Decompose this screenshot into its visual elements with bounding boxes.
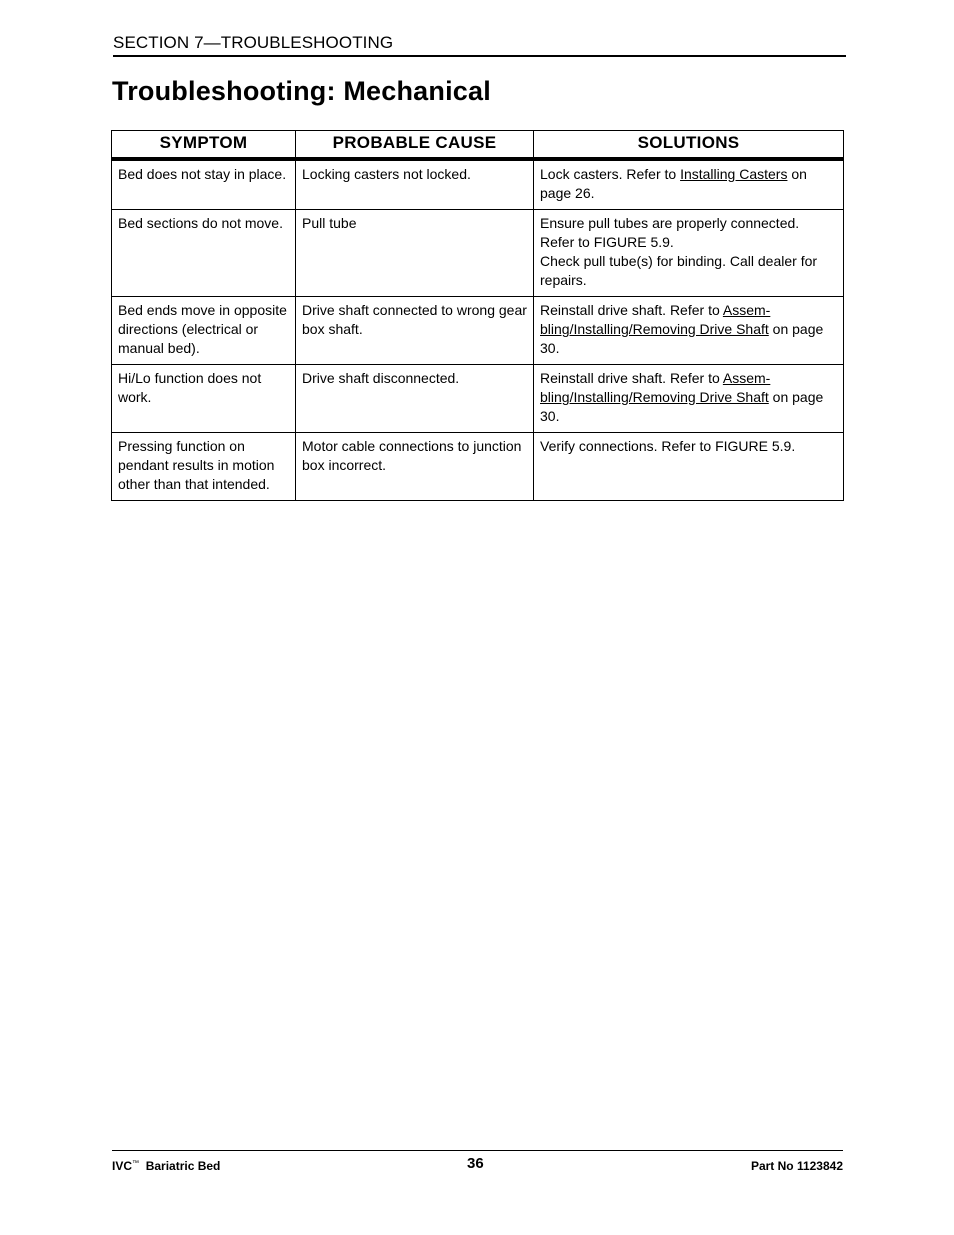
table-row (112, 210, 844, 297)
solution-text: Check pull tube(s) for binding. Call dealer for repairs. (540, 253, 818, 288)
cross-reference-link[interactable]: Assem- (722, 302, 771, 318)
solution-text: on page 26. (540, 166, 807, 201)
page-title: Troubleshooting: Mechanical (112, 76, 491, 106)
solution-text: Verify connections. Refer to FIGURE 5.9. (540, 438, 796, 454)
cause-cell: Drive shaft disconnected. (296, 365, 534, 433)
section-label: SECTION 7—TROUBLESHOOTING (113, 33, 394, 52)
solution-text: on page 30. (540, 321, 824, 356)
solution-text: Ensure pull tubes are properly connected. Refer to FIGURE 5.9. (540, 215, 800, 250)
solution-cell (534, 365, 844, 433)
cause-cell: Drive shaft connected to wrong gear box shaft. (296, 297, 534, 365)
troubleshooting-table (111, 130, 844, 501)
cross-reference-link[interactable]: Assem- (722, 370, 771, 386)
symptom-cell: Bed does not stay in place. (112, 159, 296, 210)
symptom-cell: Bed ends move in opposite directions (electrical or manual bed). (112, 297, 296, 365)
cross-reference-link[interactable]: Installing Casters (680, 166, 788, 182)
solution-cell (534, 297, 844, 365)
table-header-row (112, 131, 844, 160)
symptom-cell: Pressing function on pendant results in motion other than that intended. (112, 433, 296, 501)
table-row (112, 159, 844, 210)
page-number: 36 (467, 1155, 484, 1172)
cross-reference-link[interactable]: bling/Installing/Removing Drive Shaft (540, 321, 769, 337)
part-number: Part No 1123842 (750, 1159, 843, 1173)
cause-cell: Pull tube (296, 210, 534, 297)
solution-text: Reinstall drive shaft. Refer to (540, 302, 723, 318)
solution-text: on page 30. (540, 389, 824, 424)
section-header (113, 31, 846, 57)
solution-cell (534, 210, 844, 297)
column-header-symptom: SYMPTOM (112, 131, 296, 160)
page-footer (112, 1150, 843, 1181)
symptom-cell: Hi/Lo function does not work. (112, 365, 296, 433)
solution-cell (534, 159, 844, 210)
column-header-probable-cause: PROBABLE CAUSE (296, 131, 534, 160)
cause-cell: Locking casters not locked. (296, 159, 534, 210)
table-row (112, 433, 844, 501)
column-header-solutions: SOLUTIONS (534, 131, 844, 160)
cause-cell: Motor cable connections to junction box incorrect. (296, 433, 534, 501)
solution-text: Reinstall drive shaft. Refer to (540, 370, 723, 386)
footer-product: IVC™ Bariatric Bed (112, 1159, 221, 1173)
solution-text: Lock casters. Refer to (540, 166, 681, 182)
table-row (112, 365, 844, 433)
table-row (112, 297, 844, 365)
table-body (112, 159, 844, 501)
solution-cell (534, 433, 844, 501)
symptom-cell: Bed sections do not move. (112, 210, 296, 297)
cross-reference-link[interactable]: bling/Installing/Removing Drive Shaft (540, 389, 769, 405)
